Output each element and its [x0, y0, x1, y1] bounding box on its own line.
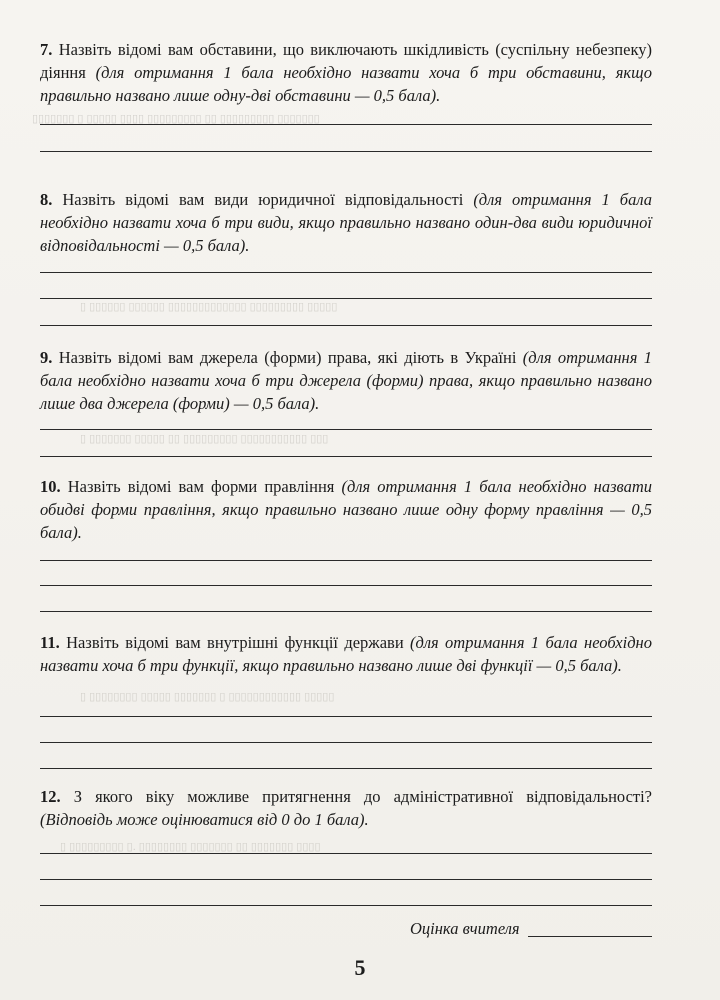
question-number: 8.	[40, 190, 53, 209]
answer-line[interactable]	[40, 585, 652, 586]
question-text: Назвіть відомі вам джерела (форми) права, які діють в Україні	[58, 348, 517, 367]
question-8	[40, 188, 652, 257]
question-7	[40, 38, 652, 107]
question-text: З якого віку можливе притягнення до адміністративної відповідальності?	[73, 787, 653, 806]
question-9	[40, 346, 652, 415]
question-hint: (Відповідь може оцінюватися від 0 до 1 бала).	[40, 810, 369, 829]
answer-line[interactable]	[40, 456, 652, 457]
question-text: Назвіть відомі вам обставини, що виключають шкідливість (суспільну небезпеку) діяння	[40, 40, 652, 82]
answer-line[interactable]	[40, 853, 652, 854]
question-number: 12.	[40, 787, 61, 806]
question-text: Назвіть відомі вам внутрішні функції держави	[66, 633, 404, 652]
question-number: 9.	[40, 348, 53, 367]
answer-line[interactable]	[40, 611, 652, 612]
answer-line[interactable]	[40, 272, 652, 273]
answer-line[interactable]	[40, 560, 652, 561]
answer-line[interactable]	[40, 742, 652, 743]
question-number: 11.	[40, 633, 60, 652]
question-text: Назвіть відомі вам форми правління	[67, 477, 335, 496]
teacher-grade-field[interactable]	[528, 936, 652, 937]
question-11	[40, 631, 652, 677]
question-hint: (для отримання 1 бала необхідно назвати хоча б три види, якщо правильно названо один-два види юридичної відповідальності — 0,5 бала).	[40, 190, 652, 255]
bleed-through-text: ▯▯▯▯▯▯▯ ▯ ▯▯▯▯▯ ▯▯▯▯ ▯▯▯▯▯▯▯▯▯ ▯▯ ▯▯▯▯▯▯▯▯▯ ▯▯▯▯▯▯▯	[32, 113, 320, 125]
question-text: Назвіть відомі вам види юридичної відповідальності	[62, 190, 464, 209]
question-hint: (для отримання 1 бала необхідно назвати обидві форми правління, якщо правильно названо лише одну форму правління — 0,5 бала).	[40, 477, 652, 542]
answer-line[interactable]	[40, 768, 652, 769]
answer-line[interactable]	[40, 905, 652, 906]
bleed-through-text: ▯ ▯▯▯▯▯▯ ▯▯▯▯▯▯ ▯▯▯▯▯▯▯▯▯▯▯▯▯ ▯▯▯▯▯▯▯▯▯ ▯▯▯▯▯	[80, 301, 338, 313]
bleed-through-text: ▯ ▯▯▯▯▯▯▯ ▯▯▯▯▯ ▯▯ ▯▯▯▯▯▯▯▯▯ ▯▯▯▯▯▯▯▯▯▯▯ ▯▯▯	[80, 433, 329, 445]
answer-line[interactable]	[40, 879, 652, 880]
answer-line[interactable]	[40, 298, 652, 299]
answer-line[interactable]	[40, 124, 652, 125]
page-number: 5	[354, 955, 366, 980]
answer-line[interactable]	[40, 716, 652, 717]
answer-line[interactable]	[40, 151, 652, 152]
question-hint: (для отримання 1 бала необхідно назвати хоча б три обставини, якщо правильно названо лише одну-дві обставини — 0,5 бала).	[40, 63, 652, 105]
answer-line[interactable]	[40, 429, 652, 430]
answer-line[interactable]	[40, 325, 652, 326]
question-hint: (для отримання 1 бала необхідно назвати хоча б три джерела (форми) права, якщо правильно названо лише два джерела (форми) — 0,5 бала).	[40, 348, 652, 413]
teacher-grade-label: Оцінка вчителя	[410, 919, 520, 938]
question-10	[40, 475, 652, 544]
question-number: 7.	[40, 40, 53, 59]
question-number: 10.	[40, 477, 61, 496]
bleed-through-text: ▯ ▯▯▯▯▯▯▯▯▯ ▯. ▯▯▯▯▯▯▯▯ ▯▯▯▯▯▯▯ ▯▯ ▯▯▯▯▯▯▯ ▯▯▯▯	[60, 841, 321, 853]
question-hint: (для отримання 1 бала необхідно назвати хоча б три функції, якщо правильно названо лише дві функції — 0,5 бала).	[40, 633, 652, 675]
bleed-through-text: ▯ ▯▯▯▯▯▯▯▯ ▯▯▯▯▯ ▯▯▯▯▯▯▯ ▯ ▯▯▯▯▯▯▯▯▯▯▯▯ ▯▯▯▯▯	[80, 691, 335, 703]
question-12	[40, 785, 652, 831]
